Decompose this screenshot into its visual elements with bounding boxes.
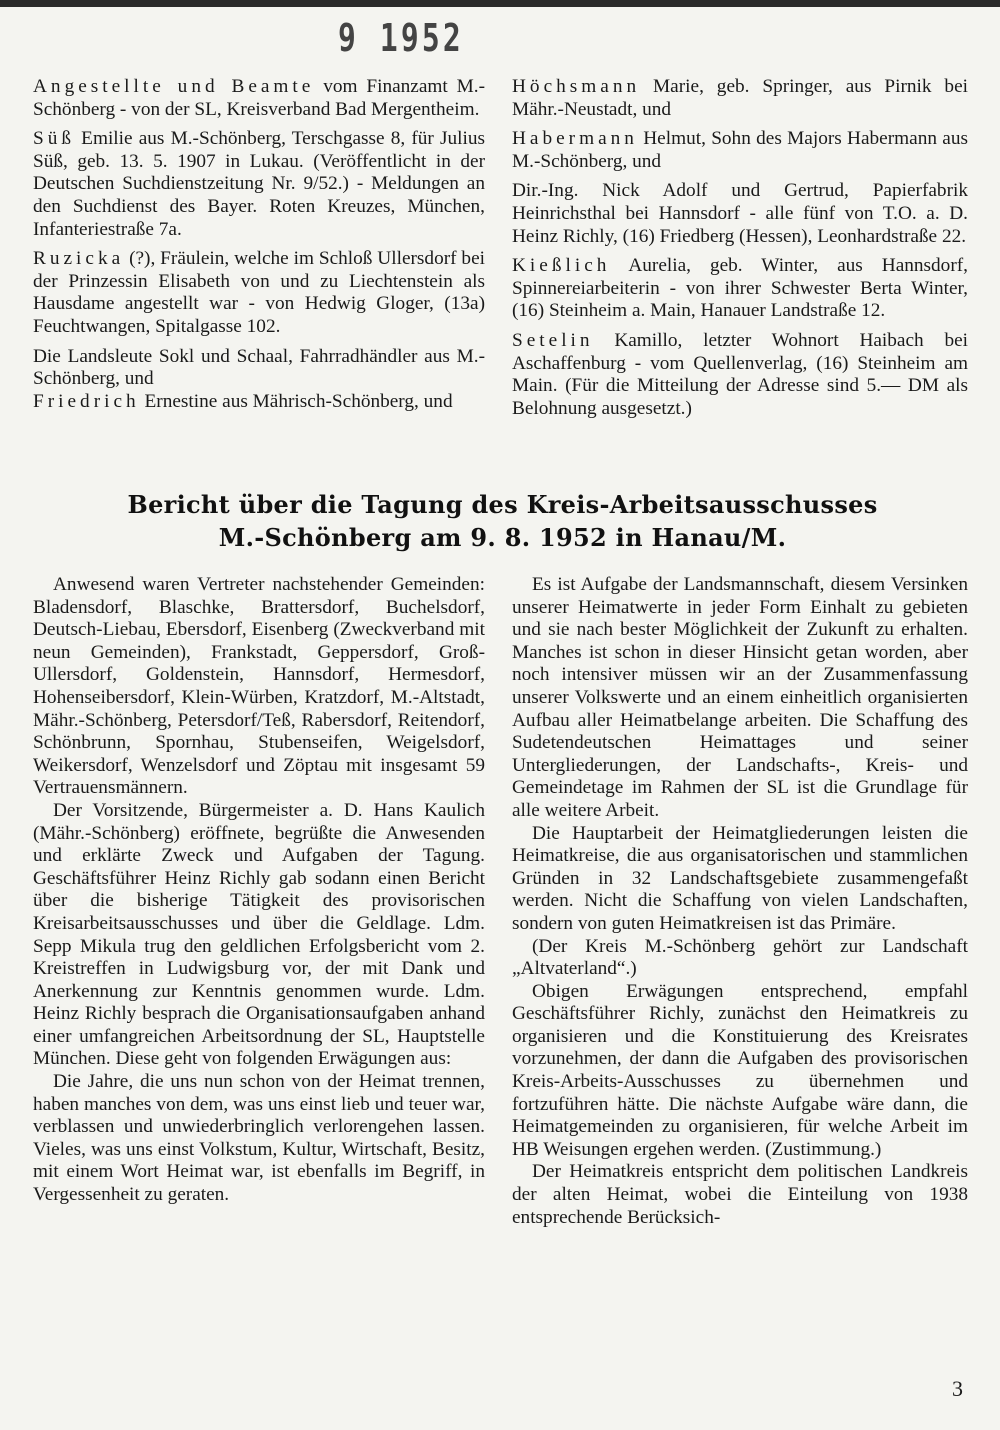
article-paragraph: Obigen Erwägungen entsprechend, empfahl Geschäftsführer Richly, zunächst den Heimatkreis zu organisieren und die Konstituierung des Kreisrates vorzunehmen, der dann die Aufgaben des provisorischen Kreis-Arbeits-Ausschusses zu übernehmen und fortzuführen hätte. Die nächste Aufgabe wäre dann, die Heimatgemeinden zu organisieren, für welche Arbeit im HB Weisungen ergehen werden. (Zustimmung.) bbox=[512, 980, 968, 1160]
notice-entry bbox=[33, 128, 485, 241]
article-title bbox=[40, 488, 965, 554]
notice-entry bbox=[512, 180, 968, 248]
article-paragraph: (Der Kreis M.-Schönberg gehört zur Landschaft „Altvaterland“.) bbox=[512, 935, 968, 980]
notice-name: Ruzicka bbox=[33, 248, 125, 270]
article-paragraph: Der Heimatkreis entspricht dem politischen Landkreis der alten Heimat, wobei die Einteilung von 1938 entsprechende Berücksich- bbox=[512, 1161, 968, 1228]
notice-text: vom Finanzamt M.-Schönberg - von der SL, Kreisverband Bad Mergentheim. bbox=[33, 76, 486, 120]
notice-name: Habermann bbox=[512, 128, 638, 150]
notice-name: Angestellte und Beamte bbox=[33, 76, 315, 97]
issue-stamp: 9 1952 bbox=[338, 16, 464, 60]
notice-text: Dir.-Ing. Nick Adolf und Gertrud, Papierfabrik Heinrichsthal bei Hannsdorf - alle fünf von T.O. a. D. Heinz Richly, (16) Friedberg (Hessen), Leonhardstraße 22. bbox=[512, 180, 968, 247]
notice-name: Friedrich bbox=[33, 390, 140, 412]
notice-name: Süß bbox=[33, 128, 76, 150]
notice-text: Die Landsleute Sokl und Schaal, Fahrradhändler aus M.-Schönberg, und bbox=[33, 345, 485, 390]
article-paragraph: Die Hauptarbeit der Heimatgliederungen leisten die Heimatkreise, die aus organisatorischen und stammlichen Gründen in 32 Landschaftsgebiete zusammengefaßt werden. Nicht die Schaffung von vielen Landschaften, sondern von guten Heimatkreisen ist das Primäre. bbox=[512, 822, 968, 934]
notice-entry bbox=[512, 330, 968, 420]
article-paragraph: Der Vorsitzende, Bürgermeister a. D. Hans Kaulich (Mähr.-Schönberg) eröffnete, begrüßte die Anwesenden und erklärte Zweck und Aufgaben der Tagung. Geschäftsführer Heinz Richly gab sodann einen Bericht über die bisherige Tätigkeit des provisorischen Kreisarbeitsausschusses und über die Geldlage. Ldm. Sepp Mikula trug den geldlichen Erfolgsbericht vom 2. Kreistreffen in Ludwigsburg vor, der mit Dank und Anerkennung zur Kenntnis genommen wurde. Ldm. Heinz Richly besprach die Organisationsaufgaben anhand einer umfangreichen Arbeitsordnung der SL, Hauptstelle München. Diese geht von folgenden Erwägungen aus: bbox=[33, 799, 485, 1070]
notice-text: (?), Fräulein, welche im Schloß Ullersdorf bei der Prinzessin Elisabeth von und zu Liechtenstein als Hausdame angestellt war - von Hedwig Gloger, (13a) Feuchtwangen, Spitalgasse 102. bbox=[33, 248, 485, 337]
notice-name: Kießlich bbox=[512, 255, 611, 277]
notice-entry bbox=[512, 255, 968, 323]
notice-text: Marie, geb. Springer, aus Pirnik bei Mähr.-Neustadt, und bbox=[512, 76, 968, 120]
notice-text: Ernestine aus Mährisch-Schönberg, und bbox=[139, 390, 453, 412]
search-notices-left bbox=[33, 76, 485, 420]
notice-entry bbox=[512, 128, 968, 173]
article-column-left bbox=[33, 574, 485, 1207]
notice-entry bbox=[33, 346, 485, 391]
article-column-right bbox=[512, 574, 968, 1229]
article-paragraph: Die Jahre, die uns nun schon von der Heimat trennen, haben manches von dem, was uns einst lieb und teuer war, verblassen und unwiederbringlich verlorengehen lassen. Vieles, was uns einst Volkstum, Kultur, Wirtschaft, Besitz, mit einem Wort Heimat war, ist ebenfalls im Begriff, in Vergessenheit zu geraten. bbox=[33, 1071, 485, 1206]
article-title-line-1: Bericht über die Tagung des Kreis-Arbeitsausschusses bbox=[127, 490, 878, 519]
notice-name: Setelin bbox=[512, 329, 594, 351]
notice-text: Helmut, Sohn des Majors Habermann aus M.-Schönberg, und bbox=[512, 128, 968, 172]
notice-text: Kamillo, letzter Wohnort Haibach bei Aschaffenburg - vom Quellenverlag, (16) Steinheim am Main. (Für die Mitteilung der Adresse sind 5.— DM als Belohnung ausgesetzt.) bbox=[512, 329, 968, 419]
notice-entry bbox=[33, 248, 485, 338]
scan-edge bbox=[0, 0, 1000, 7]
notice-text: Aurelia, geb. Winter, aus Hannsdorf, Spinnereiarbeiterin - von ihrer Schwester Berta Winter, (16) Steinheim a. Main, Hanauer Landstraße 12. bbox=[512, 255, 968, 322]
notice-entry bbox=[512, 76, 968, 121]
notice-entry bbox=[33, 76, 485, 121]
page-number: 3 bbox=[952, 1376, 963, 1401]
article-paragraph: Es ist Aufgabe der Landsmannschaft, diesem Versinken unserer Heimatwerte in jeder Form Einhalt zu gebieten und sie nach bester Möglichkeit der Zukunft zu erhalten. Manches ist schon in dieser Hinsicht getan worden, aber noch intensiver müssen wir an der Zusammenfassung unserer Volkswerte und an einem einheitlich organisierten Aufbau aller Heimatbelange arbeiten. Die Schaffung des Sudetendeutschen Heimattages und seiner Untergliederungen, der Landschafts-, Kreis- und Gemeindetage im Rahmen der SL ist die Grundlage für alle weitere Arbeit. bbox=[512, 574, 968, 821]
notice-name: Höchsmann bbox=[512, 76, 641, 97]
search-notices-right bbox=[512, 76, 968, 427]
article-paragraph: Anwesend waren Vertreter nachstehender Gemeinden: Bladensdorf, Blaschke, Brattersdorf, Buchelsdorf, Deutsch-Liebau, Ebersdorf, Eisenberg (Zweckverband mit neun Gemeinden), Frankstadt, Geppersdorf, Groß-Ullersdorf, Goldenstein, Hannsdorf, Hermesdorf, Hohenseibersdorf, Klein-Würben, Kratzdorf, M.-Altstadt, Mähr.-Schönberg, Petersdorf/Teß, Rabersdorf, Reitendorf, Schönbrunn, Spornhau, Stubenseifen, Weigelsdorf, Weikersdorf, Wenzelsdorf und Zöptau mit insgesamt 59 Vertrauensmännern. bbox=[33, 574, 485, 799]
article-title-line-2: M.-Schönberg am 9. 8. 1952 in Hanau/M. bbox=[218, 523, 787, 552]
notice-text: Emilie aus M.-Schönberg, Terschgasse 8, für Julius Süß, geb. 13. 5. 1907 in Lukau. (Veröffentlicht in der Deutschen Suchdienstzeitung Nr. 9/52.) - Meldungen an den Suchdienst des Bayer. Roten Kreuzes, München, Infanteriestraße 7a. bbox=[33, 128, 485, 240]
notice-entry bbox=[33, 391, 485, 414]
